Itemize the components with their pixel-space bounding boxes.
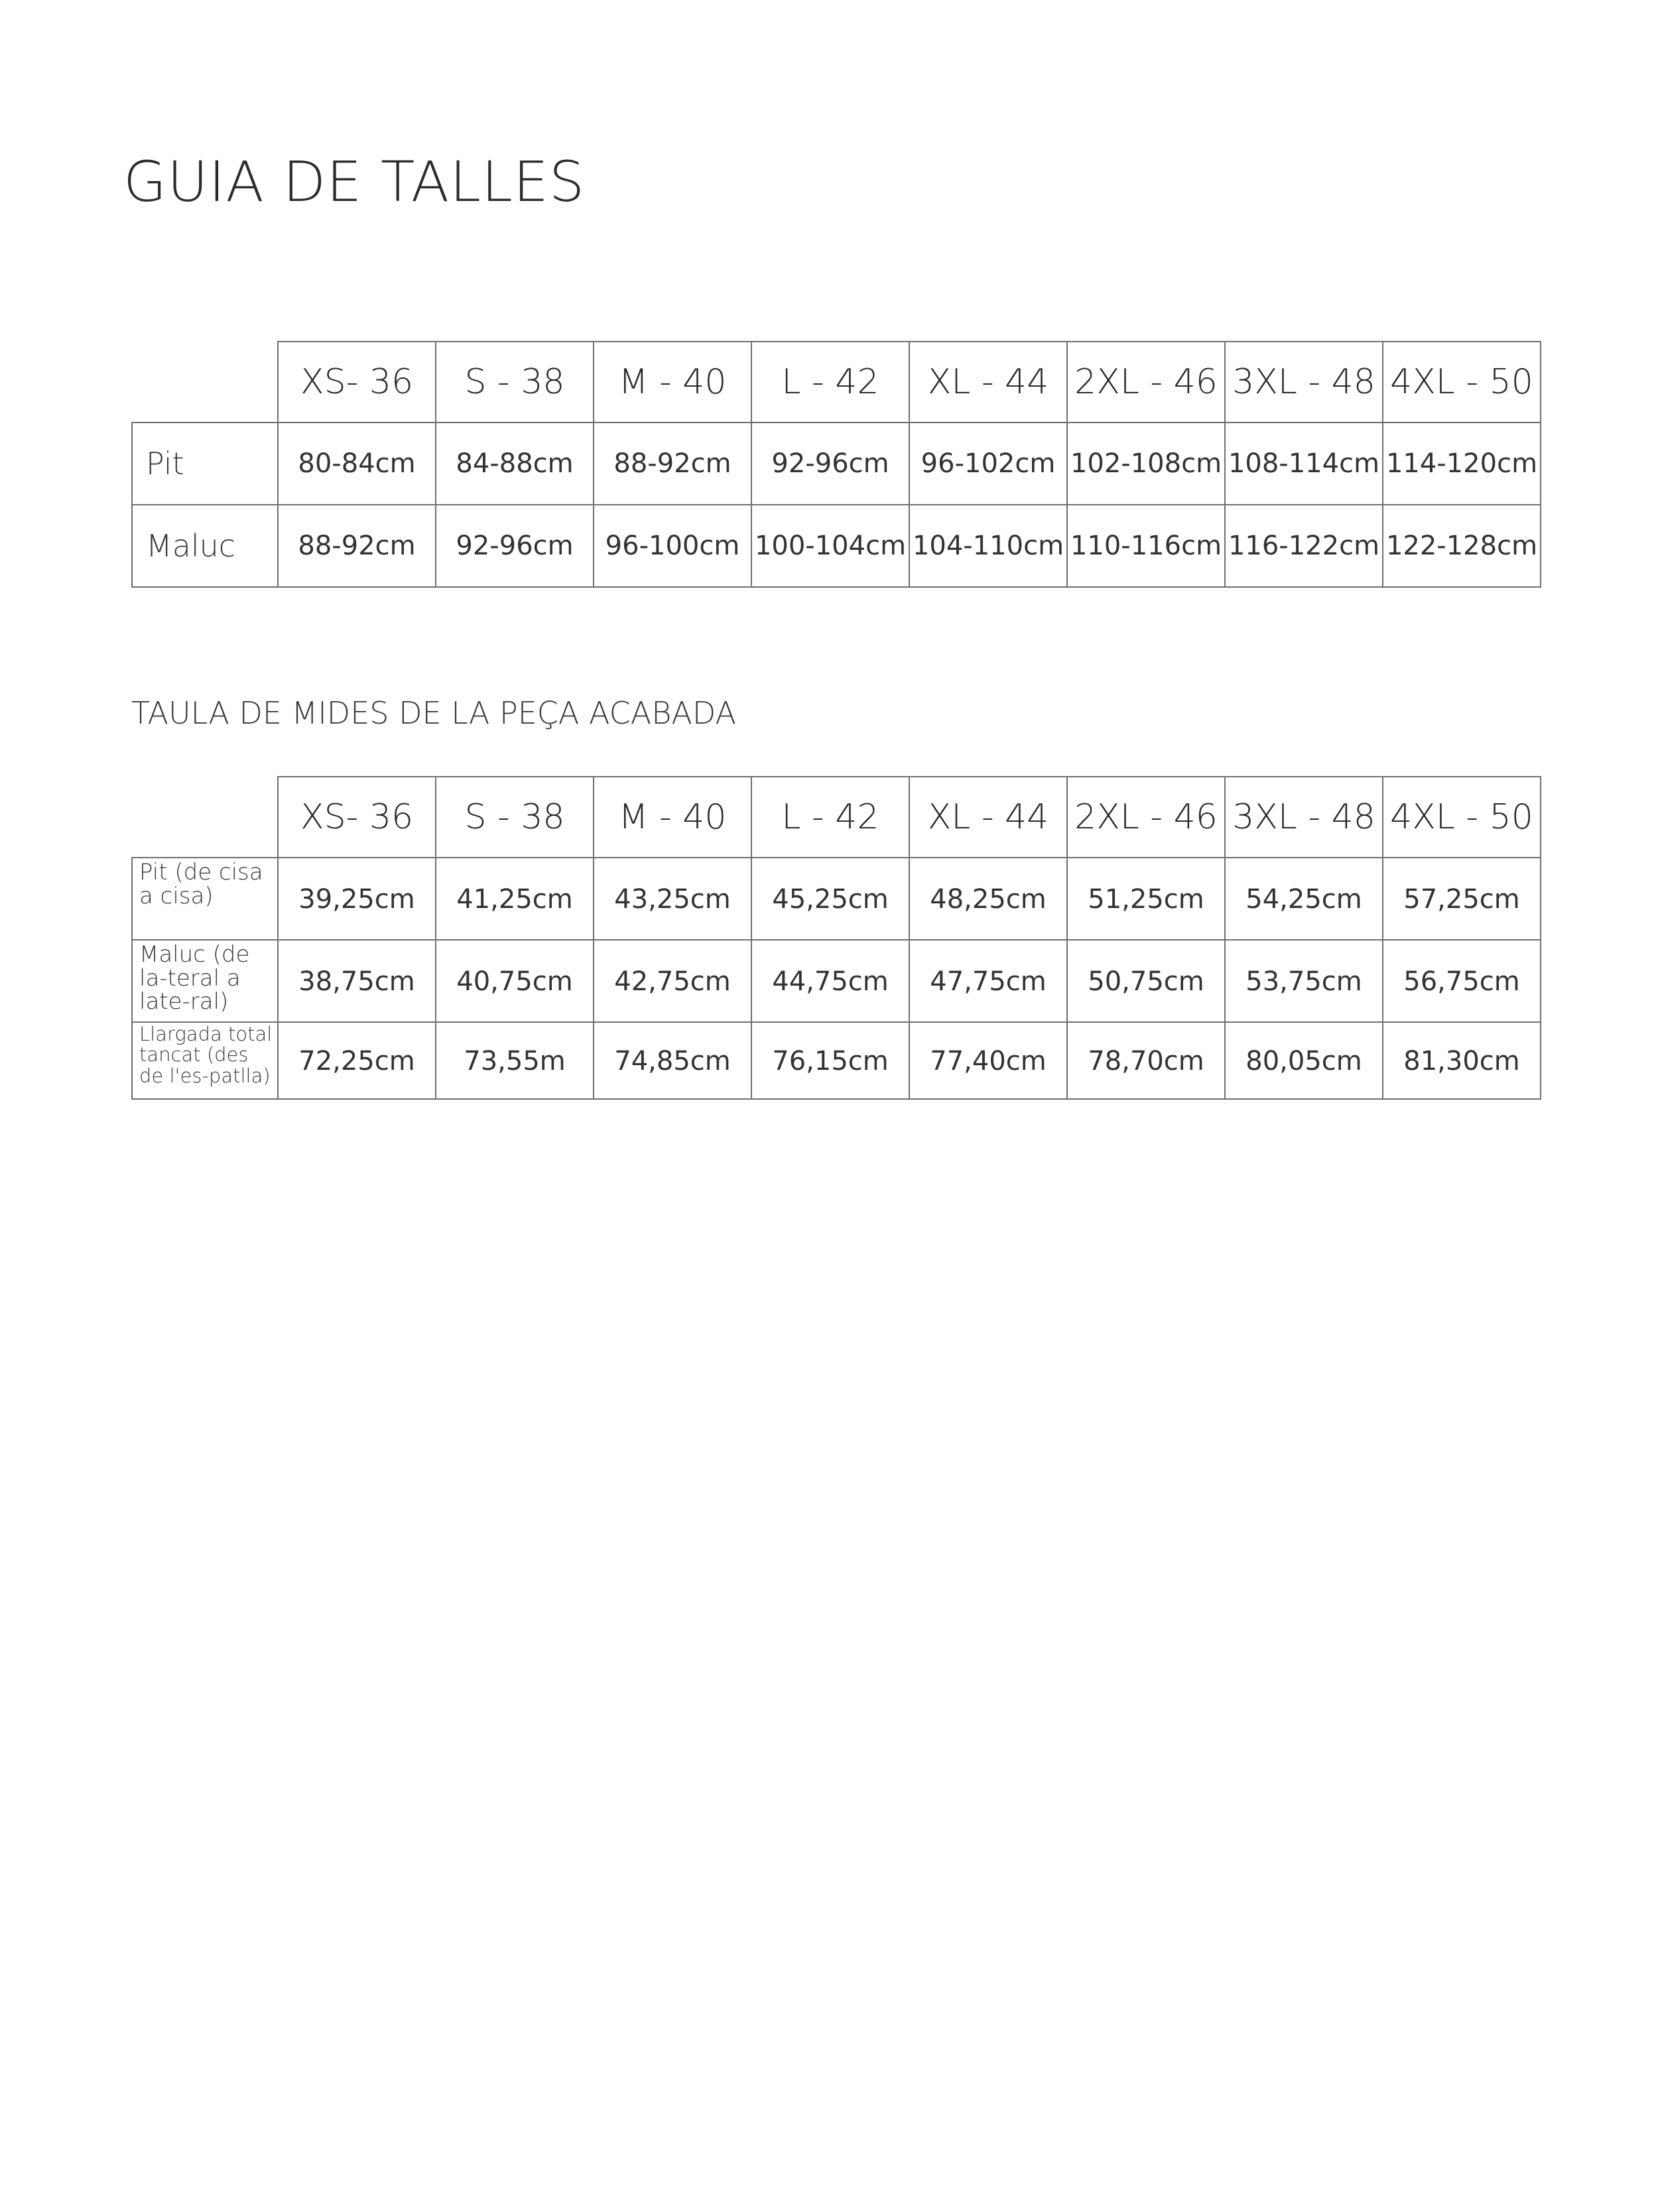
size-header-s: S - 38 — [436, 341, 594, 423]
size-header-3xl: 3XL - 48 — [1226, 341, 1383, 423]
size-header-2xl: 2XL - 46 — [1068, 341, 1226, 423]
table-row-llargada — [131, 1023, 1541, 1100]
size-header-4xl: 4XL - 50 — [1383, 776, 1541, 858]
table-cell: 88-92cm — [594, 423, 752, 505]
table-cell: 104-110cm — [910, 505, 1068, 588]
table-cell: 88-92cm — [279, 505, 436, 588]
header-corner-cell — [131, 776, 279, 858]
table-cell: 41,25cm — [436, 858, 594, 941]
table-cell: 44,75cm — [752, 941, 910, 1023]
size-header-xs: XS- 36 — [279, 341, 436, 423]
table-cell: 38,75cm — [279, 941, 436, 1023]
table-cell: 57,25cm — [1383, 858, 1541, 941]
table-cell: 78,70cm — [1068, 1023, 1226, 1100]
size-header-3xl: 3XL - 48 — [1226, 776, 1383, 858]
finished-garment-table — [131, 776, 1541, 1100]
table-cell: 51,25cm — [1068, 858, 1226, 941]
size-header-4xl: 4XL - 50 — [1383, 341, 1541, 423]
table-cell: 43,25cm — [594, 858, 752, 941]
size-header-m: M - 40 — [594, 776, 752, 858]
row-label: Maluc — [131, 505, 279, 588]
table-cell: 48,25cm — [910, 858, 1068, 941]
table-cell: 96-100cm — [594, 505, 752, 588]
table-cell: 110-116cm — [1068, 505, 1226, 588]
table-cell: 77,40cm — [910, 1023, 1068, 1100]
row-label: Pit (de cisa a cisa) — [131, 858, 279, 941]
table-cell: 84-88cm — [436, 423, 594, 505]
table-cell: 72,25cm — [279, 1023, 436, 1100]
table-row-maluc — [131, 505, 1541, 588]
table-cell: 47,75cm — [910, 941, 1068, 1023]
size-header-xl: XL - 44 — [910, 341, 1068, 423]
table-cell: 96-102cm — [910, 423, 1068, 505]
table-cell: 92-96cm — [752, 423, 910, 505]
table-row-maluc — [131, 941, 1541, 1023]
table-cell: 45,25cm — [752, 858, 910, 941]
size-header-xl: XL - 44 — [910, 776, 1068, 858]
table-cell: 116-122cm — [1226, 505, 1383, 588]
table-cell: 73,55m — [436, 1023, 594, 1100]
size-header-xs: XS- 36 — [279, 776, 436, 858]
table-cell: 39,25cm — [279, 858, 436, 941]
row-label: Maluc (de la-teral a late-ral) — [131, 941, 279, 1023]
table-header-row — [131, 341, 1541, 423]
section-title: TAULA DE MIDES DE LA PEÇA ACABADA — [131, 695, 736, 731]
table-cell: 53,75cm — [1226, 941, 1383, 1023]
table-cell: 50,75cm — [1068, 941, 1226, 1023]
table-cell: 100-104cm — [752, 505, 910, 588]
table-cell: 56,75cm — [1383, 941, 1541, 1023]
table-cell: 40,75cm — [436, 941, 594, 1023]
table-cell: 92-96cm — [436, 505, 594, 588]
table-cell: 80,05cm — [1226, 1023, 1383, 1100]
table-cell: 54,25cm — [1226, 858, 1383, 941]
size-header-l: L - 42 — [752, 341, 910, 423]
table-cell: 80-84cm — [279, 423, 436, 505]
table-cell: 74,85cm — [594, 1023, 752, 1100]
size-header-s: S - 38 — [436, 776, 594, 858]
table-cell: 114-120cm — [1383, 423, 1541, 505]
table-row-pit — [131, 858, 1541, 941]
table-cell: 122-128cm — [1383, 505, 1541, 588]
table-cell: 76,15cm — [752, 1023, 910, 1100]
table-cell: 108-114cm — [1226, 423, 1383, 505]
size-header-2xl: 2XL - 46 — [1068, 776, 1226, 858]
table-row-pit — [131, 423, 1541, 505]
table-header-row — [131, 776, 1541, 858]
table-cell: 42,75cm — [594, 941, 752, 1023]
size-header-l: L - 42 — [752, 776, 910, 858]
row-label: Llargada total tancat (des de l'es-patlla) — [131, 1023, 279, 1100]
table-cell: 102-108cm — [1068, 423, 1226, 505]
row-label: Pit — [131, 423, 279, 505]
page-title: GUIA DE TALLES — [123, 149, 586, 214]
header-corner-cell — [131, 341, 279, 423]
size-header-m: M - 40 — [594, 341, 752, 423]
table-cell: 81,30cm — [1383, 1023, 1541, 1100]
size-guide-table — [131, 341, 1541, 588]
